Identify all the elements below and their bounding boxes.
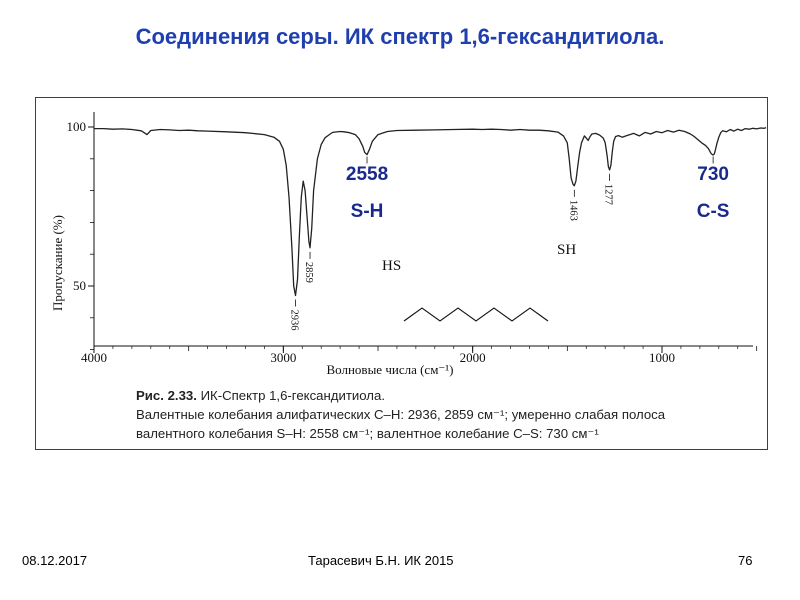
molecule-left-group: HS <box>382 258 402 274</box>
x-tick-label: 1000 <box>649 350 675 365</box>
figure-caption <box>136 386 756 443</box>
annotation-wavenumber: 730 <box>697 164 729 185</box>
caption-line-3: валентного колебания S–H: 2558 см⁻¹; валентное колебание C–S: 730 см⁻¹ <box>136 426 599 441</box>
y-axis-label: Пропускание (%) <box>50 215 65 311</box>
carbon-chain <box>404 308 548 321</box>
annotation-wavenumber: 2558 <box>345 164 389 185</box>
caption-figure-label: Рис. 2.33. <box>136 388 197 403</box>
x-tick-label: 3000 <box>270 350 297 365</box>
peak-label: 1463 <box>567 199 579 221</box>
peak-label: 2936 <box>288 309 300 331</box>
annotation-bond-label: C-S <box>696 201 730 222</box>
slide-title: Соединения серы. ИК спектр 1,6-гександитиола. <box>135 24 665 49</box>
caption-figure-title: ИК-Спектр 1,6-гександитиола. <box>196 388 385 403</box>
hexanedithiol-structure <box>382 242 576 321</box>
annotation-bond-label: S-H <box>350 201 384 222</box>
peak-label: 1277 <box>602 183 614 205</box>
caption-title-line <box>136 386 756 405</box>
footer-author: Тарасевич Б.Н. ИК 2015 <box>308 553 454 568</box>
footer-date: 08.12.2017 <box>22 553 88 568</box>
x-tick-label: 4000 <box>81 350 107 365</box>
x-axis-label: Волновые числа (см⁻¹) <box>326 362 454 377</box>
peak-label: 2859 <box>303 261 315 283</box>
x-tick-label: 2000 <box>459 350 486 365</box>
y-tick-label: 100 <box>66 119 86 134</box>
molecule-right-group: SH <box>557 242 577 258</box>
y-tick-label: 50 <box>73 278 86 293</box>
caption-line-2: Валентные колебания алифатических C–H: 2936, 2859 см⁻¹; умеренно слабая полоса <box>136 407 666 422</box>
spectrum-series-line <box>94 128 766 296</box>
footer-page-number: 76 <box>738 553 753 568</box>
